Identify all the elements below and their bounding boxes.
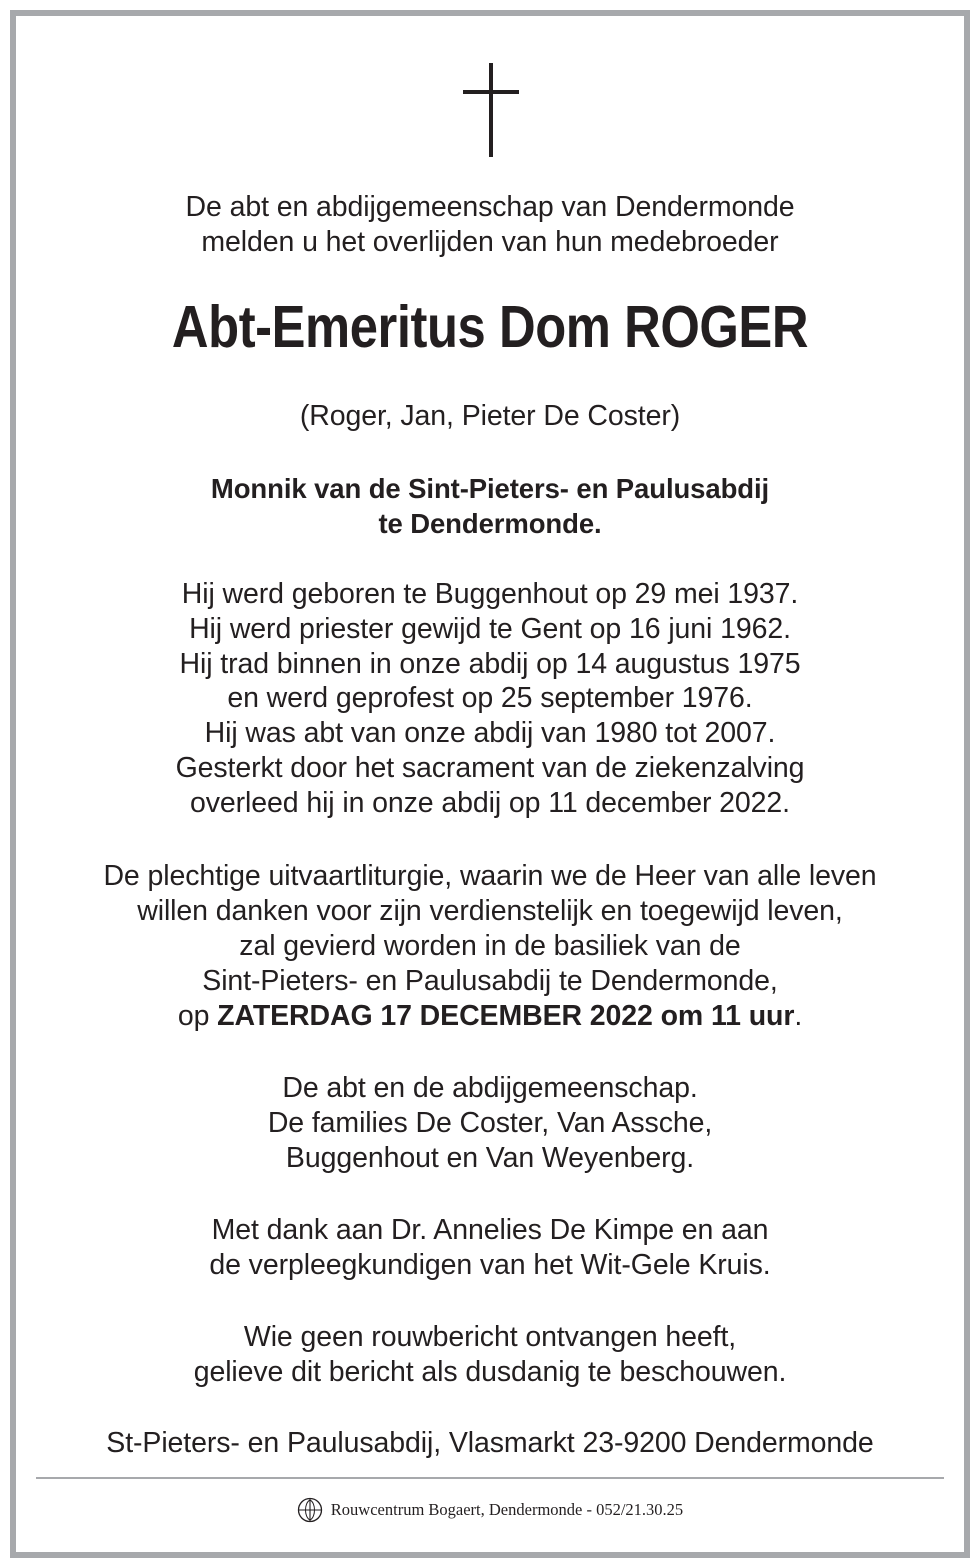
funeral-date: ZATERDAG 17 DECEMBER 2022 om 11 uur — [217, 1000, 795, 1032]
funeral-date-suffix: . — [794, 1000, 803, 1032]
role-line: te Dendermonde. — [378, 508, 602, 539]
rouwcentrum-logo-icon — [297, 1497, 323, 1523]
thanks-line: de verpleegkundigen van het Wit-Gele Kruis. — [209, 1249, 771, 1281]
intro-line: De abt en abdijgemeenschap van Dendermonde — [185, 191, 795, 223]
funeral-date-line — [0, 1000, 980, 1033]
thanks-line: Met dank aan Dr. Annelies De Kimpe en aan — [211, 1214, 769, 1246]
funeral-home-text: Rouwcentrum Bogaert, Dendermonde - 052/21.30.25 — [330, 1500, 684, 1519]
families-line: Buggenhout en Van Weyenberg. — [285, 1142, 695, 1174]
notice-line: gelieve dit bericht als dusdanig te beschouwen. — [193, 1356, 787, 1388]
families-line: De abt en de abdijgemeenschap. — [282, 1072, 698, 1104]
cross-icon — [463, 63, 519, 157]
funeral-date-prefix: op — [177, 1000, 218, 1032]
funeral-line: willen danken voor zijn verdienstelijk en toegewijd leven, — [137, 895, 843, 927]
biography-line: Gesterkt door het sacrament van de ziekenzalving — [175, 752, 805, 784]
funeral-home-credit — [0, 1496, 980, 1524]
families-line: De families De Coster, Van Assche, — [267, 1107, 713, 1139]
biography-line: Hij werd priester gewijd te Gent op 16 juni 1962. — [189, 613, 791, 645]
funeral-line: Sint-Pieters- en Paulusabdij te Dendermonde, — [202, 965, 778, 997]
full-name: (Roger, Jan, Pieter De Coster) — [299, 400, 681, 432]
deceased-name: Abt-Emeritus Dom ROGER — [171, 294, 809, 360]
address: St-Pieters- en Paulusabdij, Vlasmarkt 23-9200 Dendermonde — [106, 1427, 874, 1459]
biography-line: en werd geprofest op 25 september 1976. — [227, 682, 753, 714]
intro-line: melden u het overlijden van hun medebroeder — [201, 226, 779, 258]
notice-line: Wie geen rouwbericht ontvangen heeft, — [243, 1321, 737, 1353]
biography-line: Hij trad binnen in onze abdij op 14 augustus 1975 — [179, 648, 801, 680]
funeral-line: zal gevierd worden in de basiliek van de — [239, 930, 741, 962]
biography-line: overleed hij in onze abdij op 11 december 2022. — [189, 787, 791, 819]
funeral-line: De plechtige uitvaartliturgie, waarin we de Heer van alle leven — [103, 860, 877, 892]
footer-divider — [36, 1477, 944, 1479]
biography-line: Hij was abt van onze abdij van 1980 tot 2007. — [204, 717, 776, 749]
role-line: Monnik van de Sint-Pieters- en Paulusabdij — [210, 473, 770, 504]
biography-line: Hij werd geboren te Buggenhout op 29 mei 1937. — [181, 578, 799, 610]
